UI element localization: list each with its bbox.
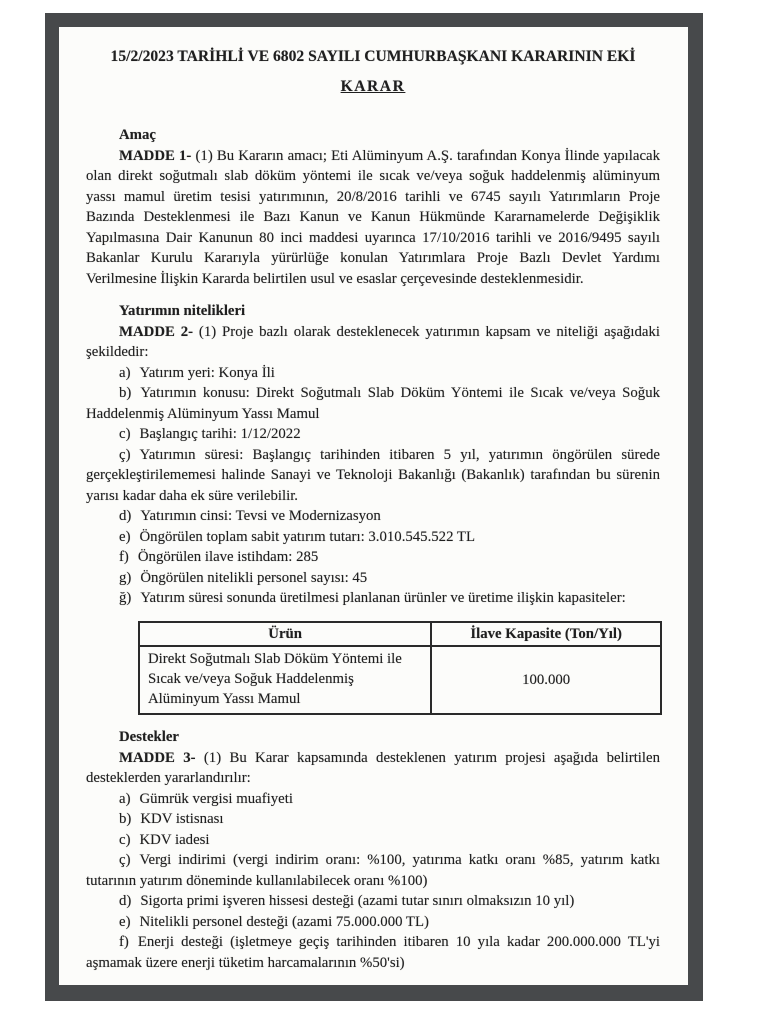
list-item-m2-e bbox=[86, 527, 660, 548]
list-item-m2-gg bbox=[86, 588, 660, 609]
list-item-m3-f bbox=[86, 932, 660, 973]
list-item-m2-c bbox=[86, 424, 660, 445]
list-item-text: KDV istisnası bbox=[140, 811, 224, 827]
list-item-text: Öngörülen nitelikli personel sayısı: 45 bbox=[140, 569, 368, 586]
list-item-text: Yatırımın süresi: Başlangıç tarihinden itibaren 5 yıl, yatırımın öngörülen sürede gerçekleştirilememesi halinde Sanayi ve Teknoloji Bakanlığı (Bakanlık) tarafından bu sürenin yarısı kadar daha ek süre verilebilir. bbox=[86, 446, 660, 504]
list-item-text: KDV iadesi bbox=[139, 831, 210, 848]
document-subtitle bbox=[86, 77, 660, 97]
list-item-label: ç) bbox=[119, 852, 131, 868]
document-title: 15/2/2023 TARİHLİ VE 6802 SAYILI CUMHURBAŞKANI KARARININ EKİ bbox=[110, 48, 636, 65]
madde2-text: (1) Proje bazlı olarak desteklenecek yatırımın kapsam ve niteliği aşağıdaki şekildedir: bbox=[86, 323, 660, 360]
list-item-label: a) bbox=[119, 364, 131, 381]
list-item-label: d) bbox=[119, 508, 132, 524]
list-item-label: e) bbox=[119, 913, 131, 930]
heading-amac: Amaç bbox=[119, 127, 156, 143]
list-item-m2-b bbox=[86, 383, 660, 424]
heading-nitelikler: Yatırımın nitelikleri bbox=[119, 303, 246, 319]
list-item-label: c) bbox=[119, 831, 131, 848]
madde1-label: MADDE 1- bbox=[119, 147, 192, 164]
madde3-label: MADDE 3- bbox=[119, 749, 196, 766]
list-item-m3-e bbox=[86, 912, 660, 933]
table-header-urun: Ürün bbox=[139, 622, 431, 647]
list-item-m2-cc bbox=[86, 445, 660, 507]
table-row bbox=[139, 646, 661, 714]
capacity-table bbox=[138, 621, 662, 716]
list-item-label: c) bbox=[119, 426, 131, 442]
table-header-kapasite: İlave Kapasite (Ton/Yıl) bbox=[431, 622, 661, 647]
list-item-text: Yatırım süresi sonunda üretilmesi planlanan ürünler ve üretime ilişkin kapasiteler: bbox=[140, 590, 626, 606]
list-item-label: b) bbox=[119, 811, 132, 827]
list-item-text: Öngörülen ilave istihdam: 285 bbox=[137, 549, 319, 565]
madde2-label: MADDE 2- bbox=[119, 323, 194, 340]
list-item-m2-a bbox=[86, 363, 660, 384]
madde1-text: (1) Bu Kararın amacı; Eti Alüminyum A.Ş. tarafından Konya İlinde yapılacak olan direkt soğutmalı slab döküm yöntemi ile sıcak ve/veya soğuk haddelenmiş alüminyum yassı mamul üretim tesisi yatırımının, 20/8/2016 tarihli ve 6745 sayılı Yatırımların Proje Bazında Desteklenmesi ile Bazı Kanun ve Kanun Hükmünde Kararnamelerde Değişiklik Yapılmasına Dair Kanunun 80 inci maddesi uyarınca 17/10/2016 tarihli ve 2016/9495 sayılı Bakanlar Kurulu Kararıyla yürürlüğe konulan Yatırımlara Proje Bazlı Devlet Yardımı Verilmesine İlişkin Kararda belirtilen usul ve esaslar çerçevesinde desteklenmesidir. bbox=[86, 147, 661, 287]
table-cell-product: Direkt Soğutmalı Slab Döküm Yöntemi ile Sıcak ve/veya Soğuk Haddelenmiş Alüminyum Yassı Mamul bbox=[139, 646, 431, 714]
paragraph-madde1 bbox=[86, 146, 660, 290]
list-item-m3-d bbox=[86, 891, 660, 912]
list-item-m2-g bbox=[86, 568, 660, 589]
list-item-label: e) bbox=[119, 528, 131, 545]
list-item-label: f) bbox=[119, 549, 129, 565]
list-item-label: a) bbox=[119, 790, 131, 807]
list-item-m2-f bbox=[86, 547, 660, 568]
list-item-label: g) bbox=[119, 569, 132, 586]
paragraph-madde3 bbox=[86, 748, 660, 789]
list-item-m3-cc bbox=[86, 850, 660, 891]
list-item-text: Nitelikli personel desteği (azami 75.000.000 TL) bbox=[139, 913, 429, 930]
list-item-text: Başlangıç tarihi: 1/12/2022 bbox=[139, 426, 301, 442]
table-cell-capacity: 100.000 bbox=[431, 646, 661, 714]
madde3-text: (1) Bu Karar kapsamında desteklenen yatırım projesi aşağıda belirtilen desteklerden yararlandırılır: bbox=[86, 749, 660, 786]
list-item-m3-a bbox=[86, 789, 660, 810]
list-item-text: Gümrük vergisi muafiyeti bbox=[139, 790, 293, 807]
list-item-label: d) bbox=[119, 893, 132, 909]
heading-destekler: Destekler bbox=[119, 729, 179, 745]
list-item-label: f) bbox=[119, 934, 129, 950]
list-item-label: ç) bbox=[119, 446, 131, 463]
list-item-m2-d bbox=[86, 506, 660, 527]
list-item-text: Sigorta primi işveren hissesi desteği (azami tutar sınırı olmaksızın 10 yıl) bbox=[140, 893, 575, 909]
list-item-text: Yatırım yeri: Konya İli bbox=[139, 364, 275, 381]
list-item-text: Yatırımın konusu: Direkt Soğutmalı Slab Döküm Yöntemi ile Sıcak ve/veya Soğuk Haddelenmiş Alüminyum Yassı Mamul bbox=[86, 385, 660, 422]
document-frame bbox=[45, 13, 703, 1001]
list-item-text: Yatırımın cinsi: Tevsi ve Modernizasyon bbox=[140, 508, 381, 524]
document-subtitle-text: KARAR bbox=[340, 78, 406, 95]
list-item-label: ğ) bbox=[119, 590, 132, 606]
list-item-m3-c bbox=[86, 830, 660, 851]
list-item-text: Vergi indirimi (vergi indirim oranı: %100, yatırıma katkı oranı %85, yatırım katkı tutarının yatırım döneminde kullanılabilecek oranı %100) bbox=[86, 852, 660, 889]
document-paper bbox=[59, 27, 688, 985]
list-item-label: b) bbox=[119, 385, 132, 401]
list-item-text: Enerji desteği (işletmeye geçiş tarihinden itibaren 10 yıla kadar 200.000.000 TL'yi aşmamak üzere enerji tüketim harcamalarının %50'si) bbox=[86, 934, 660, 971]
table-header-row bbox=[139, 622, 661, 647]
list-item-text: Öngörülen toplam sabit yatırım tutarı: 3.010.545.522 TL bbox=[139, 528, 475, 545]
paragraph-madde2 bbox=[86, 322, 660, 363]
list-item-m3-b bbox=[86, 809, 660, 830]
